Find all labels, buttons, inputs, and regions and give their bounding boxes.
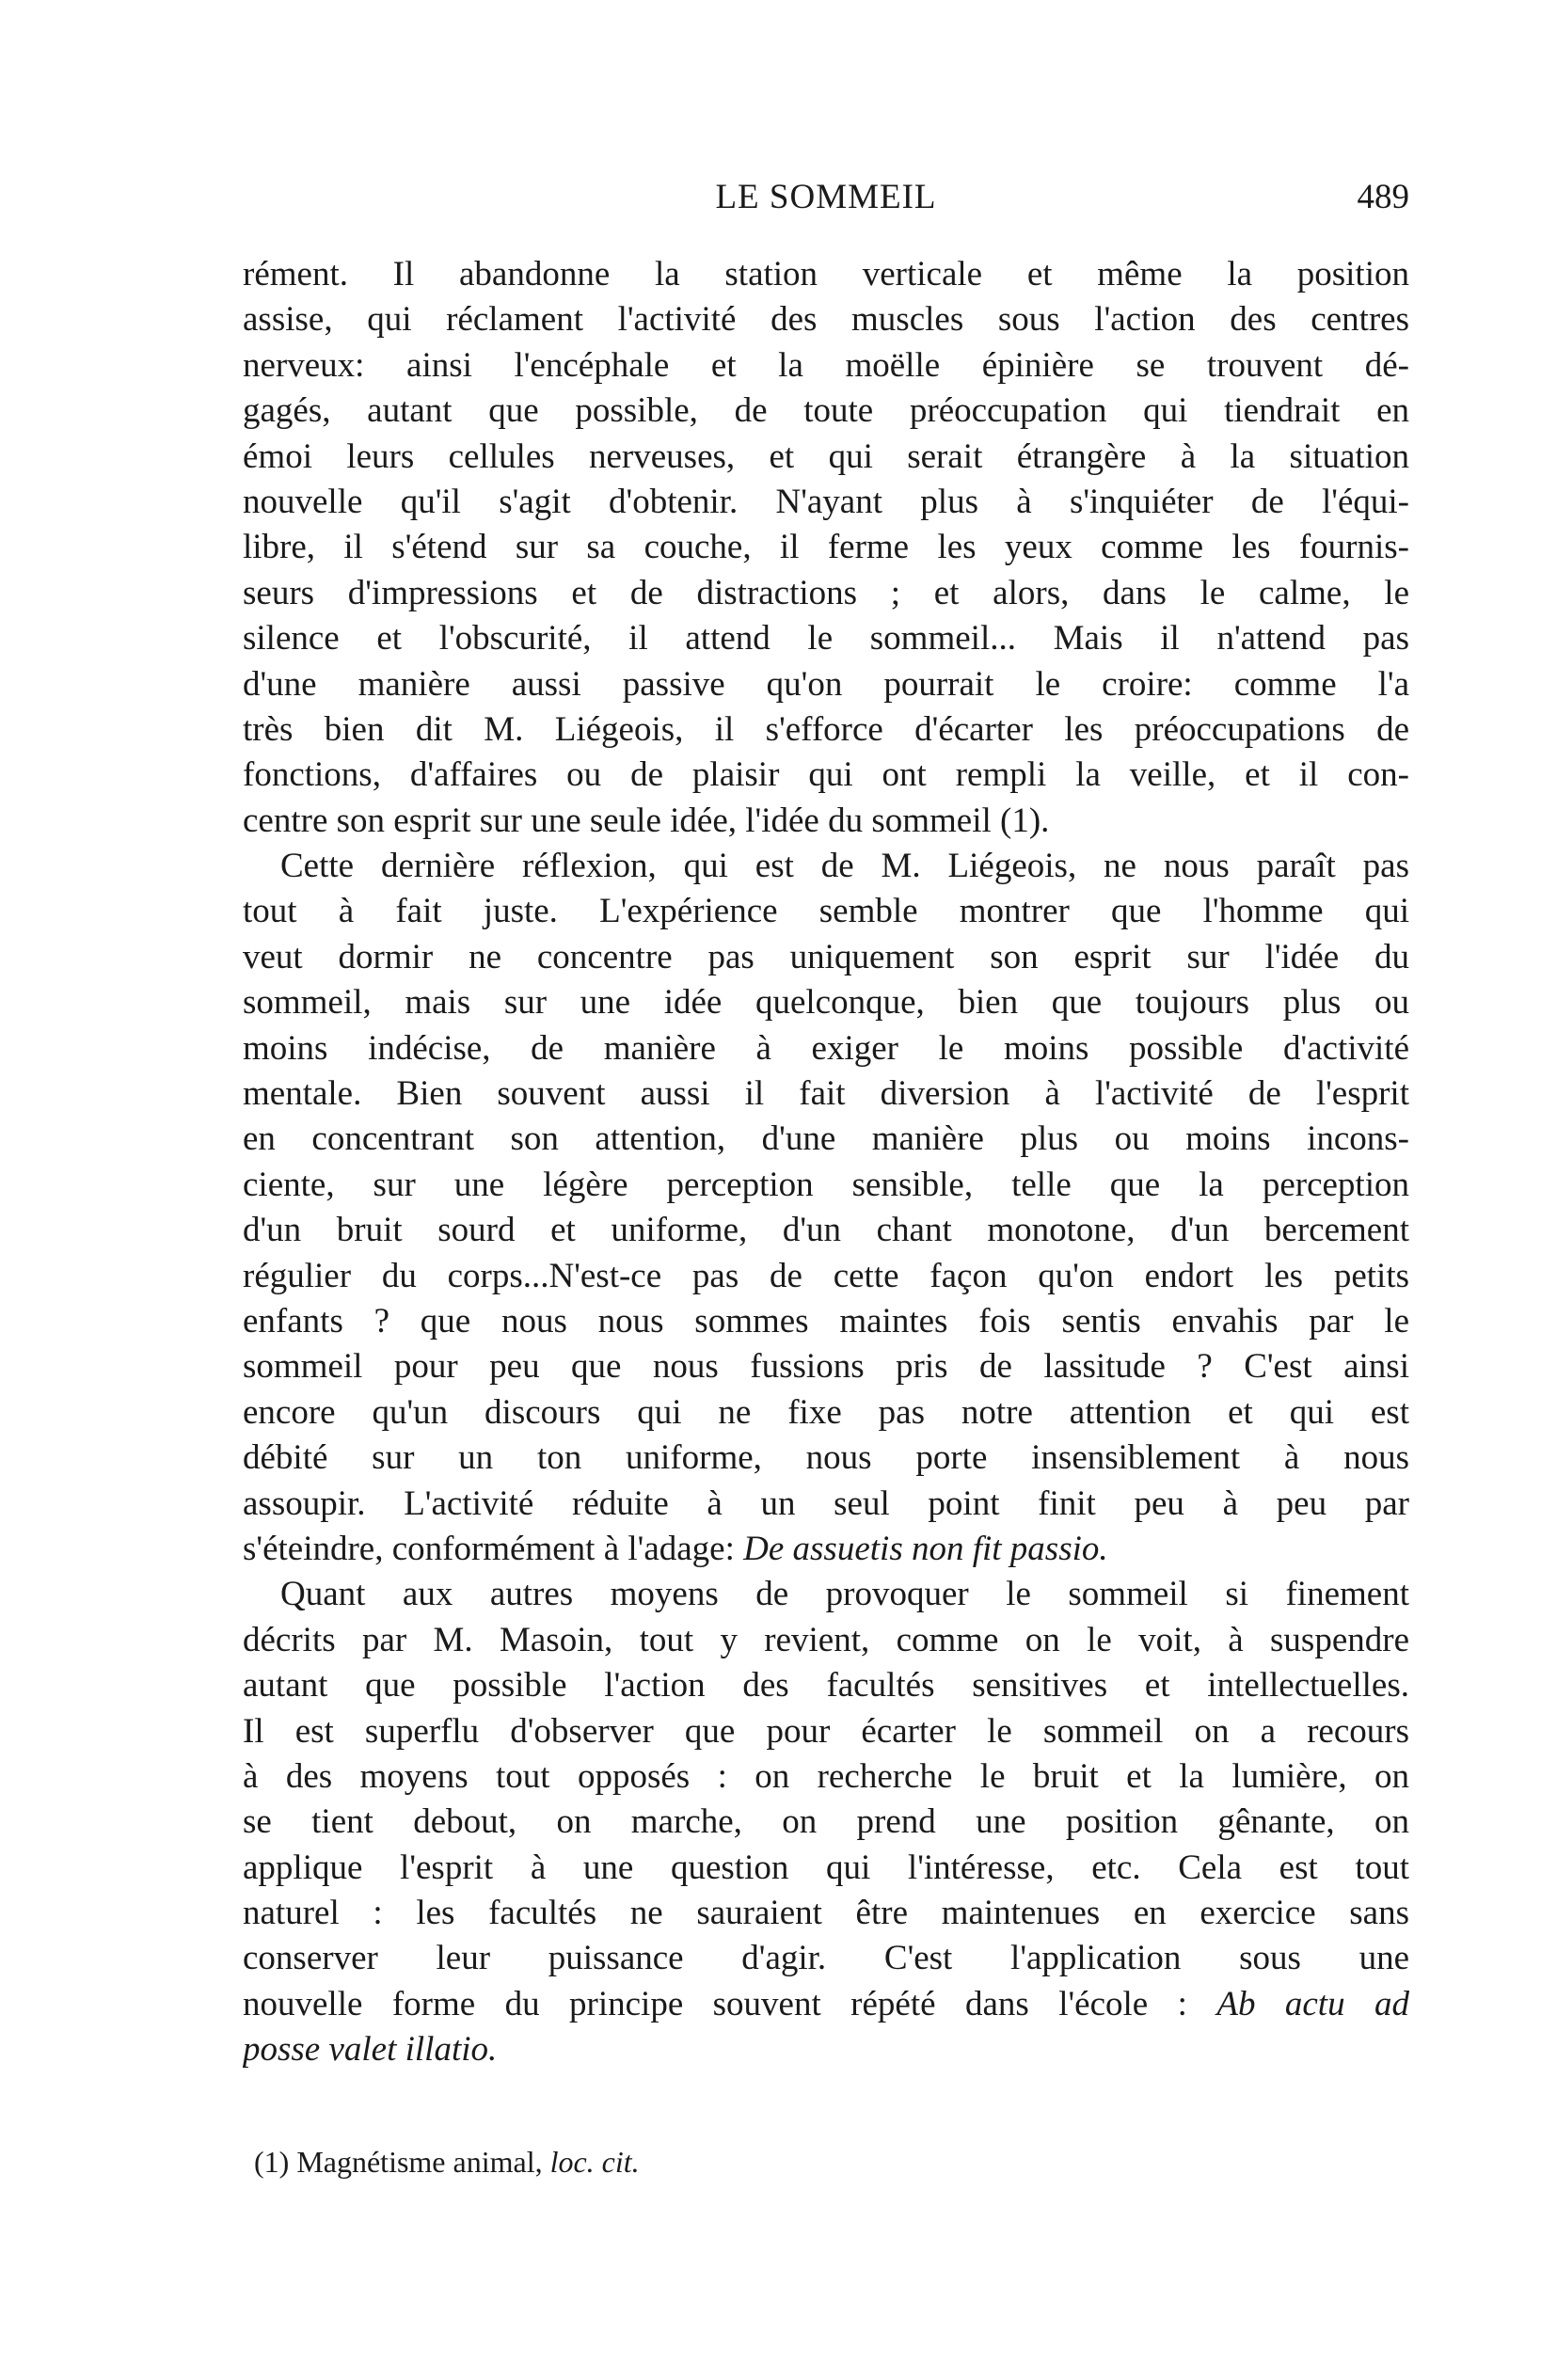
- text-line: autant que possible l'action des facultés sensitives et intellectuelles.: [243, 1666, 1409, 1706]
- text-line: fonctions, d'affaires ou de plaisir qui ont rempli la veille, et il con-: [243, 755, 1409, 795]
- text-line-prefix: nouvelle forme du principe souvent répété dans l'école :: [243, 1984, 1217, 2023]
- text-line: se tient debout, on marche, on prend une position gênante, on: [243, 1802, 1409, 1842]
- footnote-italic: loc. cit.: [549, 2145, 640, 2179]
- text-line: Il est superflu d'observer que pour écarter le sommeil on a recours: [243, 1711, 1409, 1751]
- text-line: nouvelle qu'il s'agit d'obtenir. N'ayant plus à s'inquiéter de l'équi-: [243, 482, 1409, 521]
- text-line: à des moyens tout opposés : on recherche le bruit et la lumière, on: [243, 1756, 1409, 1796]
- text-line: régulier du corps...N'est-ce pas de cette façon qu'on endort les petits: [243, 1256, 1409, 1295]
- text-line: assise, qui réclament l'activité des muscles sous l'action des centres: [243, 300, 1409, 340]
- text-line: Quant aux autres moyens de provoquer le sommeil si finement: [280, 1575, 1409, 1614]
- latin-maxim-end: posse valet illatio.: [243, 2030, 498, 2070]
- body-text: [243, 252, 1409, 2073]
- page-number: 489: [1357, 178, 1409, 216]
- text-line: très bien dit M. Liégeois, il s'efforce d'écarter les préoccupations de: [243, 709, 1409, 749]
- text-line: mentale. Bien souvent aussi il fait diversion à l'activité de l'esprit: [243, 1074, 1409, 1114]
- text-line: centre son esprit sur une seule idée, l'idée du sommeil (1).: [243, 801, 1050, 840]
- text-line: veut dormir ne concentre pas uniquement son esprit sur l'idée du: [243, 937, 1409, 976]
- text-line: naturel : les facultés ne sauraient être maintenues en exercice sans: [243, 1894, 1409, 1933]
- text-line: [243, 2027, 1409, 2072]
- text-line: émoi leurs cellules nerveuses, et qui serait étrangère à la situation: [243, 436, 1409, 476]
- text-line: moins indécise, de manière à exiger le moins possible d'activité: [243, 1028, 1409, 1068]
- text-line: encore qu'un discours qui ne fixe pas notre attention et qui est: [243, 1392, 1409, 1432]
- latin-adage: De assuetis non fit passio.: [743, 1529, 1108, 1568]
- text-line: enfants ? que nous nous sommes maintes fois sentis envahis par le: [243, 1301, 1409, 1341]
- text-line-prefix: s'éteindre, conformément à l'adage:: [243, 1529, 744, 1568]
- text-line: [243, 1982, 1409, 2027]
- text-line: en concentrant son attention, d'une manière plus ou moins incons-: [243, 1119, 1409, 1159]
- text-line: décrits par M. Masoin, tout y revient, comme on le voit, à suspendre: [243, 1620, 1409, 1659]
- text-line: d'un bruit sourd et uniforme, d'un chant monotone, d'un bercement: [243, 1211, 1409, 1250]
- paragraph-2: [243, 844, 1409, 1572]
- text-line: débité sur un ton uniforme, nous porte insensiblement à nous: [243, 1438, 1409, 1478]
- text-line: nerveux: ainsi l'encéphale et la moëlle épinière se trouvent dé-: [243, 345, 1409, 385]
- text-line: [243, 1527, 1409, 1572]
- text-line: tout à fait juste. L'expérience semble montrer que l'homme qui: [243, 892, 1409, 931]
- footnote-text: Magnétisme animal,: [296, 2145, 550, 2179]
- latin-maxim-start: Ab actu ad: [1216, 1984, 1409, 2023]
- text-line: rément. Il abandonne la station verticale et même la position: [243, 255, 1409, 294]
- text-line: sommeil, mais sur une idée quelconque, bien que toujours plus ou: [243, 983, 1409, 1023]
- text-line: Cette dernière réflexion, qui est de M. Liégeois, ne nous paraît pas: [280, 847, 1409, 886]
- paragraph-1: [243, 252, 1409, 844]
- text-line: conserver leur puissance d'agir. C'est l'application sous une: [243, 1939, 1409, 1978]
- text-line: d'une manière aussi passive qu'on pourrait le croire: comme l'a: [243, 664, 1409, 704]
- text-line: ciente, sur une légère perception sensible, telle que la perception: [243, 1165, 1409, 1204]
- text-line: seurs d'impressions et de distractions ; et alors, dans le calme, le: [243, 573, 1409, 612]
- footnote-marker: (1): [254, 2145, 297, 2179]
- text-line: libre, il s'étend sur sa couche, il ferme les yeux comme les fournis-: [243, 528, 1409, 567]
- running-head: [243, 171, 1409, 228]
- footnote: [254, 2143, 640, 2181]
- text-line: silence et l'obscurité, il attend le sommeil... Mais il n'attend pas: [243, 619, 1409, 658]
- text-line: sommeil pour peu que nous fussions pris de lassitude ? C'est ainsi: [243, 1347, 1409, 1387]
- running-title: LE SOMMEIL: [715, 178, 937, 216]
- paragraph-3: [243, 1572, 1409, 2072]
- text-line: gagés, autant que possible, de toute préoccupation qui tiendrait en: [243, 391, 1409, 431]
- text-line: assoupir. L'activité réduite à un seul point finit peu à peu par: [243, 1484, 1409, 1523]
- text-line: applique l'esprit à une question qui l'intéresse, etc. Cela est tout: [243, 1848, 1409, 1887]
